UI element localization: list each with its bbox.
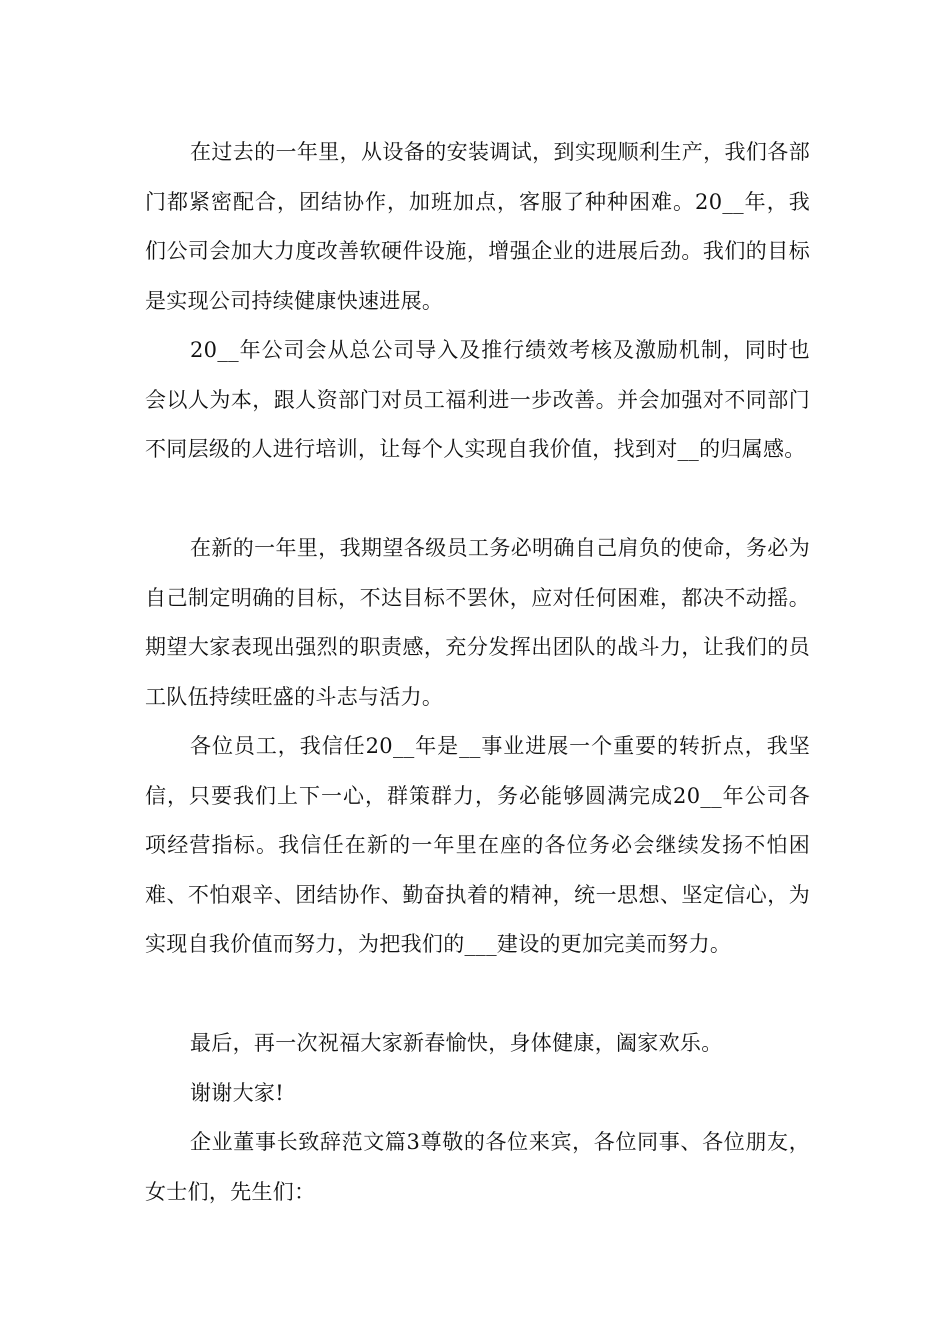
paragraph-4: 各位员工，我信任20__年是__事业进展一个重要的转折点，我坚信，只要我们上下一心，群策群力，务必能够圆满完成20__年公司各项经营指标。我信任在新的一年里在座的各位务必会继续发扬不怕困难、不怕艰辛、团结协作、勤奋执着的精神，统一思想、坚定信心，为实现自我价值而努力，为把我们的___建设的更加完美而努力。	[145, 734, 810, 956]
paragraph-5: 最后，再一次祝福大家新春愉快，身体健康，阖家欢乐。	[190, 1031, 723, 1055]
paragraph-6: 谢谢大家!	[190, 1081, 284, 1105]
paragraph-3: 在新的一年里，我期望各级员工务必明确自己肩负的使命，务必为自己制定明确的目标，不达目标不罢休，应对任何困难，都决不动摇。期望大家表现出强烈的职责感，充分发挥出团队的战斗力，让我们的员工队伍持续旺盛的斗志与活力。	[145, 536, 810, 709]
paragraph-7: 企业董事长致辞范文篇3尊敬的各位来宾，各位同事、各位朋友，女士们，先生们：	[145, 1130, 810, 1204]
paragraph-1: 在过去的一年里，从设备的安装调试，到实现顺利生产，我们各部门都紧密配合，团结协作，加班加点，客服了种种困难。20__年，我们公司会加大力度改善软硬件设施，增强企业的进展后劲。我们的目标是实现公司持续健康快速进展。	[145, 140, 810, 313]
paragraph-2: 20__年公司会从总公司导入及推行绩效考核及激励机制，同时也会以人为本，跟人资部门对员工福利进一步改善。并会加强对不同部门不同层级的人进行培训，让每个人实现自我价值，找到对__的归属感。	[145, 338, 810, 461]
